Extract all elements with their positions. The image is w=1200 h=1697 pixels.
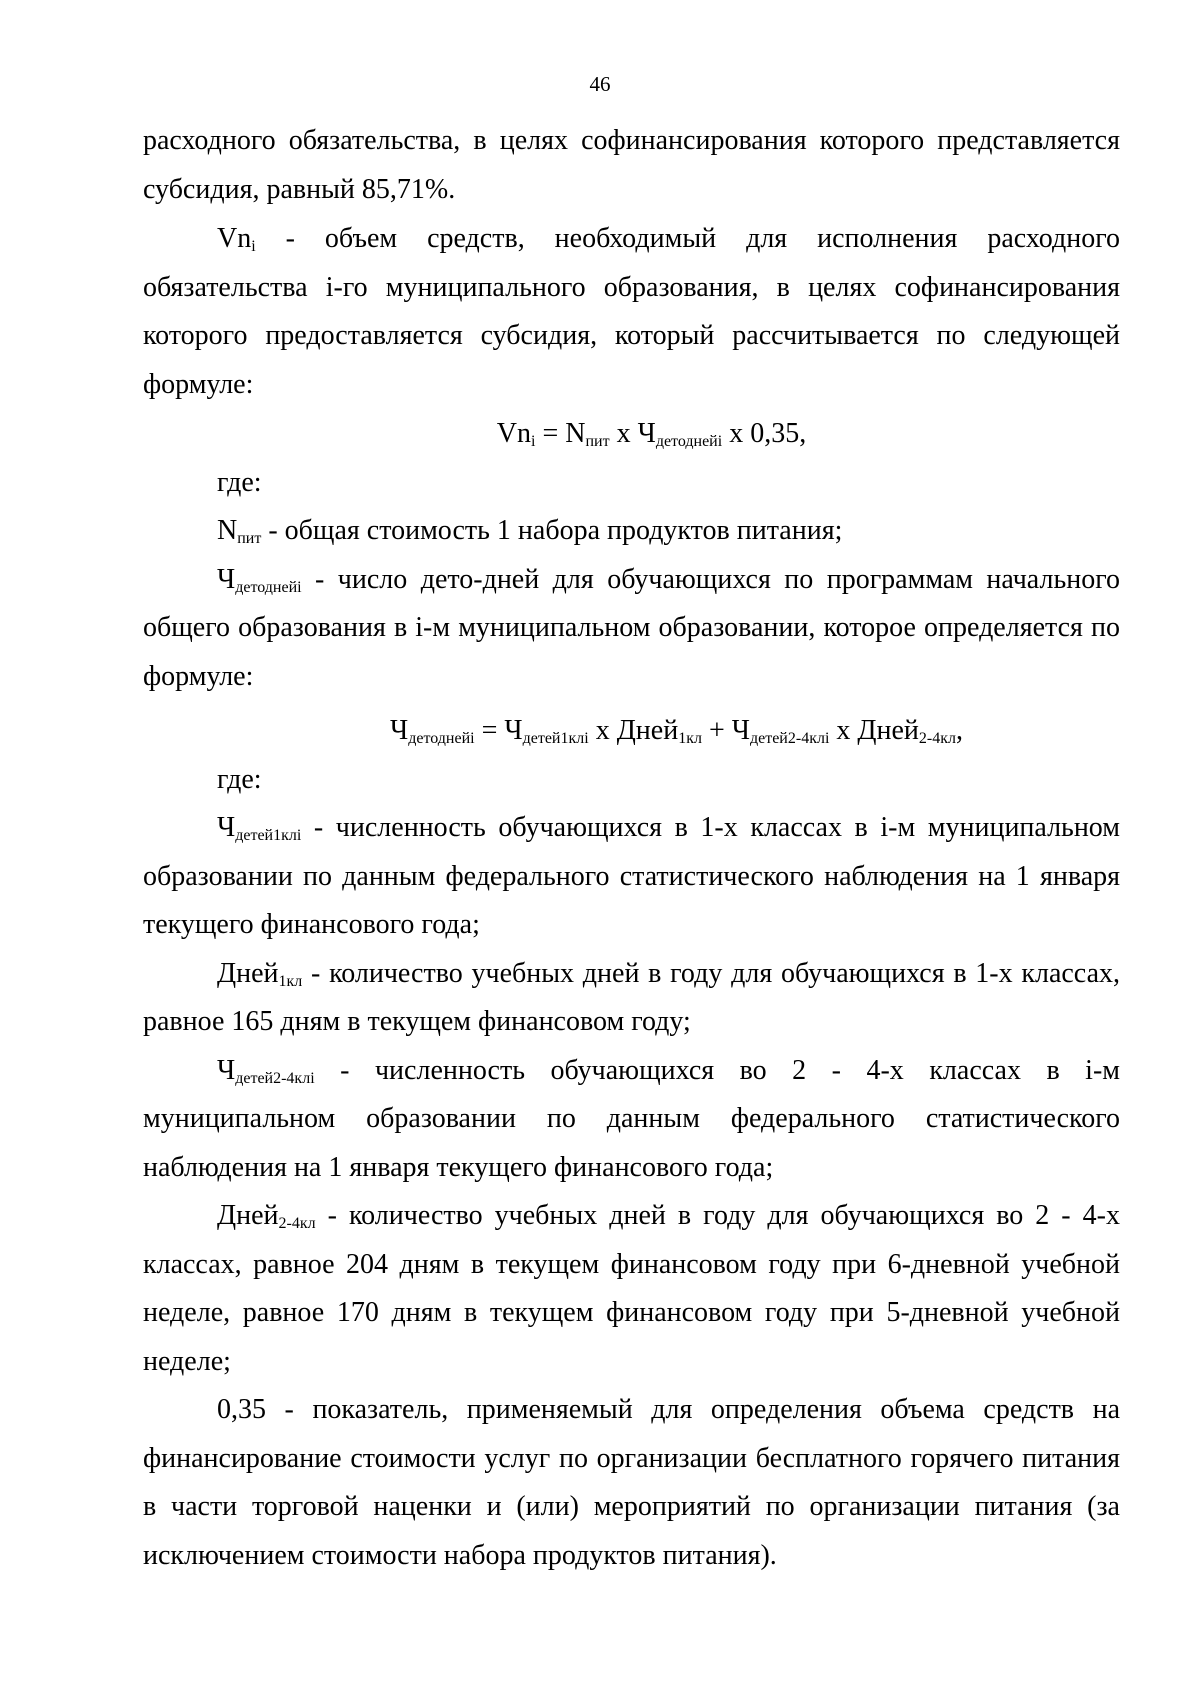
subscript: 1кл [278, 972, 303, 990]
subscript [235, 1070, 314, 1087]
subscript-index: i [297, 578, 302, 596]
symbol: Ч [217, 563, 236, 595]
page-number: 46 [589, 72, 611, 96]
subscript [235, 827, 301, 844]
symbol: Дней [217, 1200, 279, 1231]
paragraph-text: - объем средств, необходимый для исполнения расходного обязательства i-го муниципального образования, в целях софинансирования которого предоставляется субсидия, который рассчитывается по следующей формуле: [143, 223, 1120, 400]
formula-subscript: i [531, 433, 536, 450]
formula-term: , [956, 715, 963, 746]
formula-childdays [143, 707, 1120, 756]
paragraph-children1-definition [143, 804, 1120, 950]
subscript: 2-4кл [278, 1215, 316, 1232]
paragraph-childdays-definition [143, 556, 1120, 702]
where-label: где: [217, 466, 262, 498]
formula-term: х Ч [609, 418, 656, 449]
formula-subscript [750, 730, 829, 747]
formula-term: х 0,35, [722, 418, 807, 449]
paragraph-coefficient-definition: 0,35 - показатель, применяемый для определения объема средств на финансирование стоимости услуг по организации бесплатного горячего питания в части торговой наценки и (или) мероприятий по организации питания (за исключением стоимости набора продуктов питания). [143, 1394, 1120, 1571]
subscript-part: детодней [408, 730, 471, 747]
formula-term: = Ч [474, 715, 523, 746]
document-body [143, 117, 1120, 1580]
paragraph-text: - численность обучающихся в 1-х классах в i-м муниципальном образовании по данным федерального статистического наблюдения на 1 января текущего финансового года; [143, 812, 1120, 940]
symbol: N [217, 515, 238, 546]
symbol: Ч [217, 812, 236, 843]
formula-term: х Дней [829, 715, 919, 746]
subscript-index: i [310, 1069, 315, 1087]
paragraph-days24-definition [143, 1192, 1120, 1386]
subscript-index: i [470, 730, 475, 747]
formula-vn [143, 410, 1120, 459]
paragraph-text: - численность обучающихся во 2 - 4-х классах в i-м муниципальном образовании по данным федерального статистического наблюдения на 1 января текущего финансового года; [143, 1054, 1120, 1183]
subscript-index: i [296, 827, 302, 844]
formula-term: Vn [496, 418, 532, 449]
paragraph-continuation: расходного обязательства, в целях софинансирования которого представляется субсидия, равный 85,71%. [143, 125, 1120, 205]
formula-subscript [408, 730, 474, 747]
subscript-part: детей2-4кл [749, 730, 825, 747]
paragraph-text: - число дето-дней для обучающихся по программам начального общего образования в i-м муниципальном образовании, которое определяется по формуле: [143, 563, 1120, 692]
formula-subscript [656, 433, 722, 450]
paragraph-days1-definition [143, 950, 1120, 1047]
symbol: Дней [217, 957, 279, 989]
paragraph-vn-definition [143, 215, 1120, 409]
where-label: где: [217, 763, 262, 795]
subscript [235, 579, 301, 596]
formula-term: х Дней [588, 715, 679, 746]
paragraph-text: - количество учебных дней в году для обучающихся в 1-х классах, равное 165 дням в текущем финансовом году; [143, 957, 1120, 1037]
formula-term: = N [535, 418, 586, 449]
subscript-index: i [824, 730, 830, 747]
formula-subscript: 1кл [678, 730, 702, 747]
formula-term: + Ч [701, 715, 750, 746]
symbol: Ч [217, 1054, 236, 1086]
paragraph-npit-definition [143, 507, 1120, 556]
subscript-part: детодней [655, 433, 718, 450]
formula-subscript: пит [585, 433, 610, 450]
subscript-part: детей1кл [235, 827, 297, 844]
paragraph-children24-definition [143, 1047, 1120, 1193]
symbol: Vn [217, 223, 252, 254]
subscript-part: детодней [235, 578, 298, 596]
paragraph-text: - общая стоимость 1 набора продуктов питания; [261, 515, 843, 546]
subscript-part: детей2-4кл [235, 1069, 311, 1087]
subscript-part: детей1кл [522, 730, 585, 747]
formula-term: Ч [390, 715, 409, 746]
subscript: пит [237, 530, 262, 547]
paragraph-text: - количество учебных дней в году для обучающихся во 2 - 4-х классах, равное 204 дням в текущем финансовом году при 6-дневной учебной неделе, равное 170 дням в текущем финансовом году при 5-дневной учебной неделе; [143, 1200, 1120, 1377]
subscript-index: i [717, 433, 723, 450]
subscript-index: i [584, 730, 589, 747]
formula-subscript [523, 730, 589, 747]
subscript: i [251, 238, 256, 255]
formula-subscript: 2-4кл [918, 730, 956, 747]
